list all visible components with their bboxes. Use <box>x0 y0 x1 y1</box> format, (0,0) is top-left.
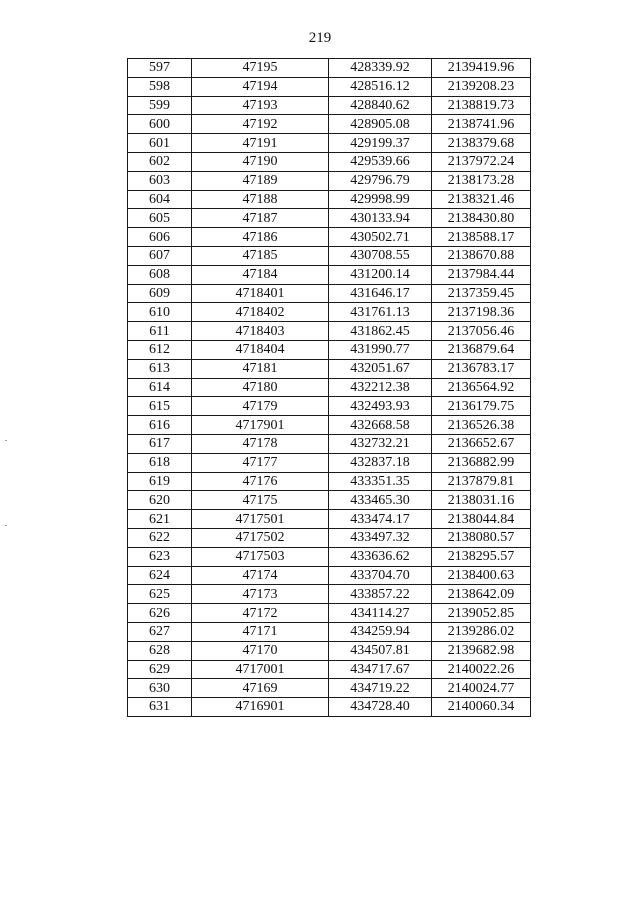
table-row <box>128 472 531 491</box>
y-coordinate-cell: 2138080.57 <box>432 528 531 547</box>
row-number-cell: 606 <box>128 228 192 247</box>
row-number-cell: 615 <box>128 397 192 416</box>
y-coordinate-cell: 2136652.67 <box>432 434 531 453</box>
x-coordinate-cell: 432051.67 <box>329 359 432 378</box>
table-row <box>128 397 531 416</box>
y-coordinate-cell: 2138321.46 <box>432 190 531 209</box>
row-number-cell: 610 <box>128 303 192 322</box>
x-coordinate-cell: 432837.18 <box>329 453 432 472</box>
row-number-cell: 631 <box>128 698 192 717</box>
y-coordinate-cell: 2136526.38 <box>432 416 531 435</box>
x-coordinate-cell: 434717.67 <box>329 660 432 679</box>
point-id-cell: 47184 <box>192 265 329 284</box>
page-number: 219 <box>308 30 332 46</box>
y-coordinate-cell: 2137198.36 <box>432 303 531 322</box>
row-number-cell: 627 <box>128 622 192 641</box>
x-coordinate-cell: 434507.81 <box>329 641 432 660</box>
row-number-cell: 619 <box>128 472 192 491</box>
row-number-cell: 603 <box>128 171 192 190</box>
coordinates-table <box>127 58 531 717</box>
x-coordinate-cell: 433465.30 <box>329 491 432 510</box>
table-row <box>128 547 531 566</box>
x-coordinate-cell: 433636.62 <box>329 547 432 566</box>
x-coordinate-cell: 432668.58 <box>329 416 432 435</box>
table-row <box>128 59 531 78</box>
y-coordinate-cell: 2136179.75 <box>432 397 531 416</box>
point-id-cell: 4717502 <box>192 528 329 547</box>
row-number-cell: 617 <box>128 434 192 453</box>
row-number-cell: 609 <box>128 284 192 303</box>
y-coordinate-cell: 2136879.64 <box>432 340 531 359</box>
table-row <box>128 115 531 134</box>
row-number-cell: 622 <box>128 528 192 547</box>
y-coordinate-cell: 2140022.26 <box>432 660 531 679</box>
table-row <box>128 96 531 115</box>
point-id-cell: 47179 <box>192 397 329 416</box>
x-coordinate-cell: 429998.99 <box>329 190 432 209</box>
row-number-cell: 628 <box>128 641 192 660</box>
x-coordinate-cell: 432732.21 <box>329 434 432 453</box>
y-coordinate-cell: 2138173.28 <box>432 171 531 190</box>
scan-mark <box>5 440 7 441</box>
point-id-cell: 47171 <box>192 622 329 641</box>
x-coordinate-cell: 431761.13 <box>329 303 432 322</box>
row-number-cell: 604 <box>128 190 192 209</box>
x-coordinate-cell: 429539.66 <box>329 152 432 171</box>
table-row <box>128 604 531 623</box>
table-row <box>128 284 531 303</box>
row-number-cell: 618 <box>128 453 192 472</box>
point-id-cell: 47186 <box>192 228 329 247</box>
table-row <box>128 679 531 698</box>
row-number-cell: 629 <box>128 660 192 679</box>
table-row <box>128 698 531 717</box>
point-id-cell: 47193 <box>192 96 329 115</box>
point-id-cell: 4718403 <box>192 322 329 341</box>
table-row <box>128 77 531 96</box>
row-number-cell: 621 <box>128 510 192 529</box>
point-id-cell: 4717503 <box>192 547 329 566</box>
row-number-cell: 601 <box>128 134 192 153</box>
y-coordinate-cell: 2138588.17 <box>432 228 531 247</box>
x-coordinate-cell: 429796.79 <box>329 171 432 190</box>
point-id-cell: 4718402 <box>192 303 329 322</box>
row-number-cell: 602 <box>128 152 192 171</box>
row-number-cell: 597 <box>128 59 192 78</box>
row-number-cell: 611 <box>128 322 192 341</box>
y-coordinate-cell: 2139286.02 <box>432 622 531 641</box>
x-coordinate-cell: 431862.45 <box>329 322 432 341</box>
y-coordinate-cell: 2139682.98 <box>432 641 531 660</box>
row-number-cell: 613 <box>128 359 192 378</box>
y-coordinate-cell: 2138044.84 <box>432 510 531 529</box>
x-coordinate-cell: 428339.92 <box>329 59 432 78</box>
table-row <box>128 641 531 660</box>
table-row <box>128 378 531 397</box>
x-coordinate-cell: 434728.40 <box>329 698 432 717</box>
y-coordinate-cell: 2140024.77 <box>432 679 531 698</box>
y-coordinate-cell: 2139052.85 <box>432 604 531 623</box>
table-row <box>128 322 531 341</box>
y-coordinate-cell: 2138670.88 <box>432 246 531 265</box>
point-id-cell: 4717501 <box>192 510 329 529</box>
point-id-cell: 47194 <box>192 77 329 96</box>
point-id-cell: 47177 <box>192 453 329 472</box>
point-id-cell: 47195 <box>192 59 329 78</box>
point-id-cell: 47191 <box>192 134 329 153</box>
x-coordinate-cell: 433474.17 <box>329 510 432 529</box>
point-id-cell: 4716901 <box>192 698 329 717</box>
row-number-cell: 614 <box>128 378 192 397</box>
y-coordinate-cell: 2137056.46 <box>432 322 531 341</box>
x-coordinate-cell: 428905.08 <box>329 115 432 134</box>
point-id-cell: 47187 <box>192 209 329 228</box>
x-coordinate-cell: 430133.94 <box>329 209 432 228</box>
table-row <box>128 434 531 453</box>
y-coordinate-cell: 2139419.96 <box>432 59 531 78</box>
table-row <box>128 152 531 171</box>
y-coordinate-cell: 2136783.17 <box>432 359 531 378</box>
x-coordinate-cell: 433351.35 <box>329 472 432 491</box>
point-id-cell: 47192 <box>192 115 329 134</box>
table-row <box>128 622 531 641</box>
x-coordinate-cell: 434259.94 <box>329 622 432 641</box>
table-row <box>128 510 531 529</box>
table-row <box>128 246 531 265</box>
x-coordinate-cell: 434719.22 <box>329 679 432 698</box>
table-row <box>128 209 531 228</box>
point-id-cell: 47173 <box>192 585 329 604</box>
y-coordinate-cell: 2137879.81 <box>432 472 531 491</box>
point-id-cell: 47170 <box>192 641 329 660</box>
row-number-cell: 599 <box>128 96 192 115</box>
table-row <box>128 528 531 547</box>
y-coordinate-cell: 2138400.63 <box>432 566 531 585</box>
y-coordinate-cell: 2137984.44 <box>432 265 531 284</box>
y-coordinate-cell: 2138642.09 <box>432 585 531 604</box>
table-row <box>128 190 531 209</box>
table-row <box>128 566 531 585</box>
x-coordinate-cell: 432493.93 <box>329 397 432 416</box>
row-number-cell: 612 <box>128 340 192 359</box>
point-id-cell: 47174 <box>192 566 329 585</box>
x-coordinate-cell: 428840.62 <box>329 96 432 115</box>
table-row <box>128 416 531 435</box>
y-coordinate-cell: 2140060.34 <box>432 698 531 717</box>
point-id-cell: 47175 <box>192 491 329 510</box>
table-row <box>128 359 531 378</box>
x-coordinate-cell: 431646.17 <box>329 284 432 303</box>
point-id-cell: 47190 <box>192 152 329 171</box>
point-id-cell: 4717001 <box>192 660 329 679</box>
point-id-cell: 47188 <box>192 190 329 209</box>
scan-mark <box>5 525 7 526</box>
x-coordinate-cell: 431990.77 <box>329 340 432 359</box>
table-row <box>128 453 531 472</box>
row-number-cell: 630 <box>128 679 192 698</box>
row-number-cell: 605 <box>128 209 192 228</box>
point-id-cell: 4718401 <box>192 284 329 303</box>
point-id-cell: 4718404 <box>192 340 329 359</box>
table-row <box>128 303 531 322</box>
y-coordinate-cell: 2137359.45 <box>432 284 531 303</box>
row-number-cell: 608 <box>128 265 192 284</box>
row-number-cell: 607 <box>128 246 192 265</box>
row-number-cell: 626 <box>128 604 192 623</box>
point-id-cell: 47180 <box>192 378 329 397</box>
point-id-cell: 47172 <box>192 604 329 623</box>
y-coordinate-cell: 2138295.57 <box>432 547 531 566</box>
table-row <box>128 265 531 284</box>
table-row <box>128 585 531 604</box>
y-coordinate-cell: 2138031.16 <box>432 491 531 510</box>
point-id-cell: 47176 <box>192 472 329 491</box>
x-coordinate-cell: 431200.14 <box>329 265 432 284</box>
table-row <box>128 134 531 153</box>
x-coordinate-cell: 433497.32 <box>329 528 432 547</box>
table-body <box>128 59 531 717</box>
table-row <box>128 660 531 679</box>
y-coordinate-cell: 2138741.96 <box>432 115 531 134</box>
x-coordinate-cell: 429199.37 <box>329 134 432 153</box>
y-coordinate-cell: 2138379.68 <box>432 134 531 153</box>
point-id-cell: 47181 <box>192 359 329 378</box>
x-coordinate-cell: 433704.70 <box>329 566 432 585</box>
y-coordinate-cell: 2136882.99 <box>432 453 531 472</box>
y-coordinate-cell: 2139208.23 <box>432 77 531 96</box>
point-id-cell: 47189 <box>192 171 329 190</box>
x-coordinate-cell: 430708.55 <box>329 246 432 265</box>
table-row <box>128 491 531 510</box>
x-coordinate-cell: 434114.27 <box>329 604 432 623</box>
row-number-cell: 600 <box>128 115 192 134</box>
x-coordinate-cell: 432212.38 <box>329 378 432 397</box>
y-coordinate-cell: 2138819.73 <box>432 96 531 115</box>
x-coordinate-cell: 428516.12 <box>329 77 432 96</box>
row-number-cell: 625 <box>128 585 192 604</box>
y-coordinate-cell: 2136564.92 <box>432 378 531 397</box>
row-number-cell: 620 <box>128 491 192 510</box>
table-row <box>128 171 531 190</box>
row-number-cell: 616 <box>128 416 192 435</box>
point-id-cell: 47169 <box>192 679 329 698</box>
point-id-cell: 47178 <box>192 434 329 453</box>
y-coordinate-cell: 2137972.24 <box>432 152 531 171</box>
point-id-cell: 4717901 <box>192 416 329 435</box>
row-number-cell: 623 <box>128 547 192 566</box>
table-row <box>128 340 531 359</box>
point-id-cell: 47185 <box>192 246 329 265</box>
row-number-cell: 624 <box>128 566 192 585</box>
x-coordinate-cell: 433857.22 <box>329 585 432 604</box>
table-row <box>128 228 531 247</box>
y-coordinate-cell: 2138430.80 <box>432 209 531 228</box>
x-coordinate-cell: 430502.71 <box>329 228 432 247</box>
row-number-cell: 598 <box>128 77 192 96</box>
